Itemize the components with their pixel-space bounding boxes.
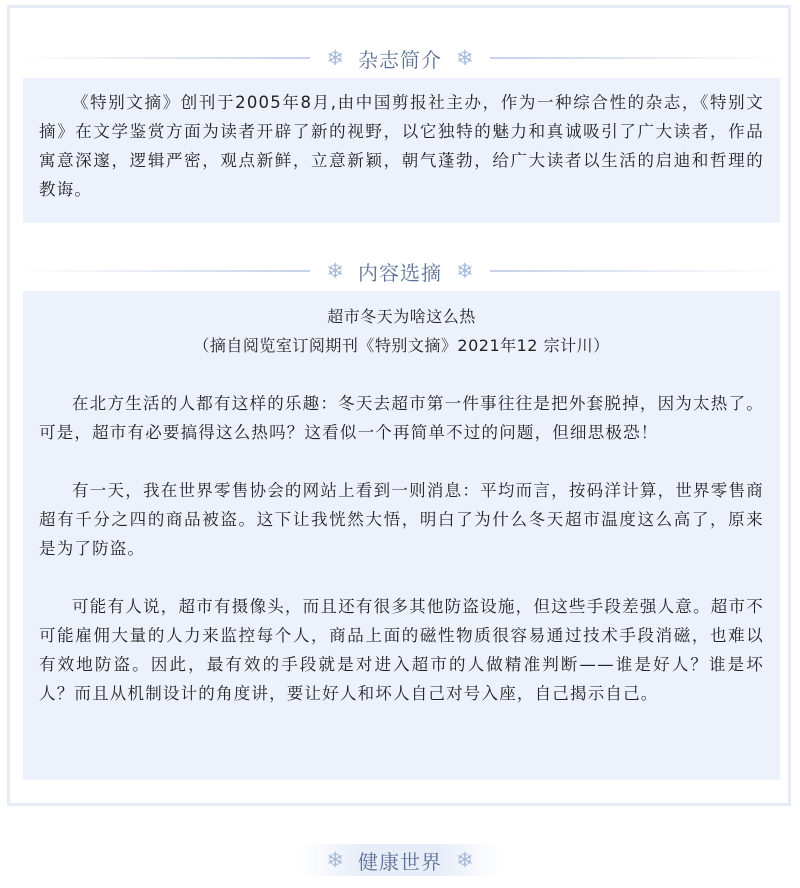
snowflake-icon: ❄ [326, 258, 344, 283]
header-line-left [20, 57, 310, 59]
snowflake-icon: ❄ [326, 847, 344, 872]
snowflake-icon: ❄ [326, 45, 344, 70]
header-line-right [490, 57, 780, 59]
article-title: 超市冬天为啥这么热 [327, 307, 476, 326]
excerpt-section-title: 内容选摘 [358, 260, 442, 285]
article-paragraph: 有一天，我在世界零售协会的网站上看到一则消息：平均而言，按码洋计算，世界零售商超有千分之四的商品被盗。这下让我恍然大悟，明白了为什么冬天超市温度这么高了，原来是为了防盗。 [39, 481, 764, 558]
snowflake-icon: ❄ [456, 45, 474, 70]
snowflake-icon: ❄ [456, 258, 474, 283]
article-source: （摘自阅览室订阅期刊《特别文摘》2021年12 宗计川） [193, 336, 610, 355]
excerpt-section-header [20, 255, 780, 287]
intro-panel [23, 78, 780, 223]
health-section-title: 健康世界 [358, 849, 442, 874]
excerpt-panel [23, 291, 780, 780]
article-paragraph: 在北方生活的人都有这样的乐趣：冬天去超市第一件事往往是把外套脱掉，因为太热了。可是，超市有必要搞得这么热吗？这看似一个再简单不过的问题，但细思极恐！ [39, 394, 764, 442]
intro-section-header [20, 42, 780, 74]
header-line-right [490, 270, 780, 272]
article-paragraph: 可能有人说，超市有摄像头，而且还有很多其他防盗设施，但这些手段差强人意。超市不可能雇佣大量的人力来监控每个人，商品上面的磁性物质很容易通过技术手段消磁，也难以有效地防盗。因此，最有效的手段就是对进入超市的人做精准判断——谁是好人？谁是坏人？而且从机制设计的角度讲，要让好人和坏人自己对号入座，自己揭示自己。 [39, 597, 764, 703]
snowflake-icon: ❄ [456, 847, 474, 872]
intro-paragraph: 《特别文摘》创刊于2005年8月,由中国剪报社主办，作为一种综合性的杂志，《特别文摘》在文学鉴赏方面为读者开辟了新的视野，以它独特的魅力和真诚吸引了广大读者，作品寓意深邃，逻辑严密，观点新鲜，立意新颖，朝气蓬勃，给广大读者以生活的启迪和哲理的教诲。 [39, 93, 764, 199]
health-section-header [300, 844, 500, 876]
intro-section-title: 杂志简介 [358, 47, 442, 72]
header-line-left [20, 270, 310, 272]
